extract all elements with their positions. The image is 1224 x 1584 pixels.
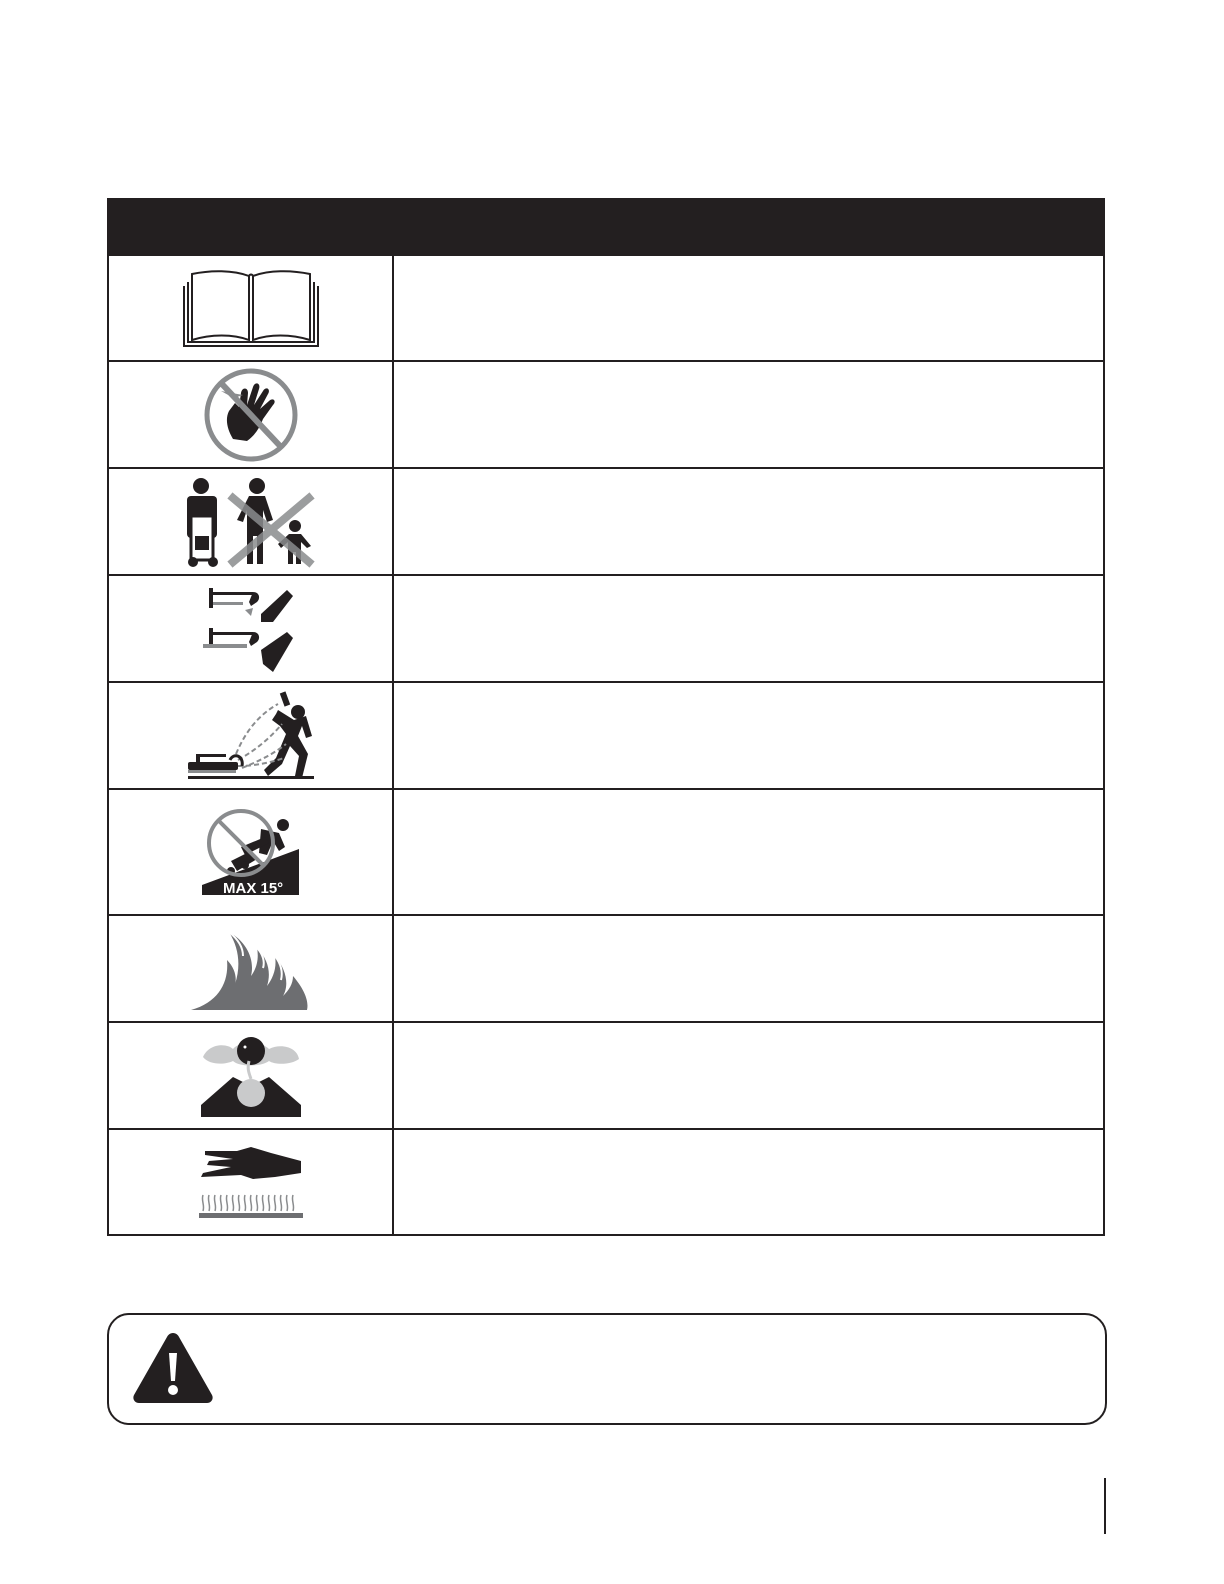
- symbol-cell: [109, 1130, 394, 1234]
- symbol-cell: [109, 256, 394, 360]
- symbol-cell: [109, 362, 394, 467]
- slope-max-label: MAX 15°: [222, 880, 283, 897]
- description-cell: [394, 362, 1103, 467]
- table-row: [109, 914, 1103, 1021]
- symbol-cell: [109, 576, 394, 681]
- foot-blade-contact-icon: [201, 584, 301, 674]
- table-row: [109, 574, 1103, 681]
- description-cell: [394, 469, 1103, 574]
- table-row: [109, 360, 1103, 467]
- table-row: [109, 788, 1103, 914]
- table-row: [109, 1021, 1103, 1128]
- slope-tip-over-icon: [201, 807, 301, 897]
- warning-box: [107, 1313, 1107, 1425]
- warning-triangle-icon: [131, 1329, 215, 1405]
- symbol-cell: [109, 790, 394, 914]
- description-cell: [394, 1023, 1103, 1128]
- table-row: [109, 467, 1103, 574]
- symbol-cell: [109, 916, 394, 1021]
- symbol-cell: [109, 683, 394, 788]
- symbol-cell: [109, 469, 394, 574]
- keep-bystanders-away-icon: [181, 476, 321, 568]
- thrown-objects-icon: [186, 690, 316, 782]
- table-header: [109, 200, 1103, 254]
- hot-surface-icon: [197, 1141, 305, 1223]
- read-manual-icon: [181, 268, 321, 348]
- table-row: [109, 681, 1103, 788]
- description-cell: [394, 683, 1103, 788]
- fire-icon: [189, 926, 313, 1012]
- description-cell: [394, 256, 1103, 360]
- table-row: [109, 254, 1103, 360]
- symbol-cell: [109, 1023, 394, 1128]
- no-hands-blade-icon: [203, 367, 299, 463]
- description-cell: [394, 1130, 1103, 1234]
- toxic-fumes-icon: [199, 1033, 303, 1119]
- description-cell: [394, 916, 1103, 1021]
- description-cell: [394, 790, 1103, 914]
- description-cell: [394, 576, 1103, 681]
- table-row: [109, 1128, 1103, 1234]
- safety-symbols-table: [107, 198, 1105, 1236]
- page-divider-rule: [1104, 1478, 1106, 1534]
